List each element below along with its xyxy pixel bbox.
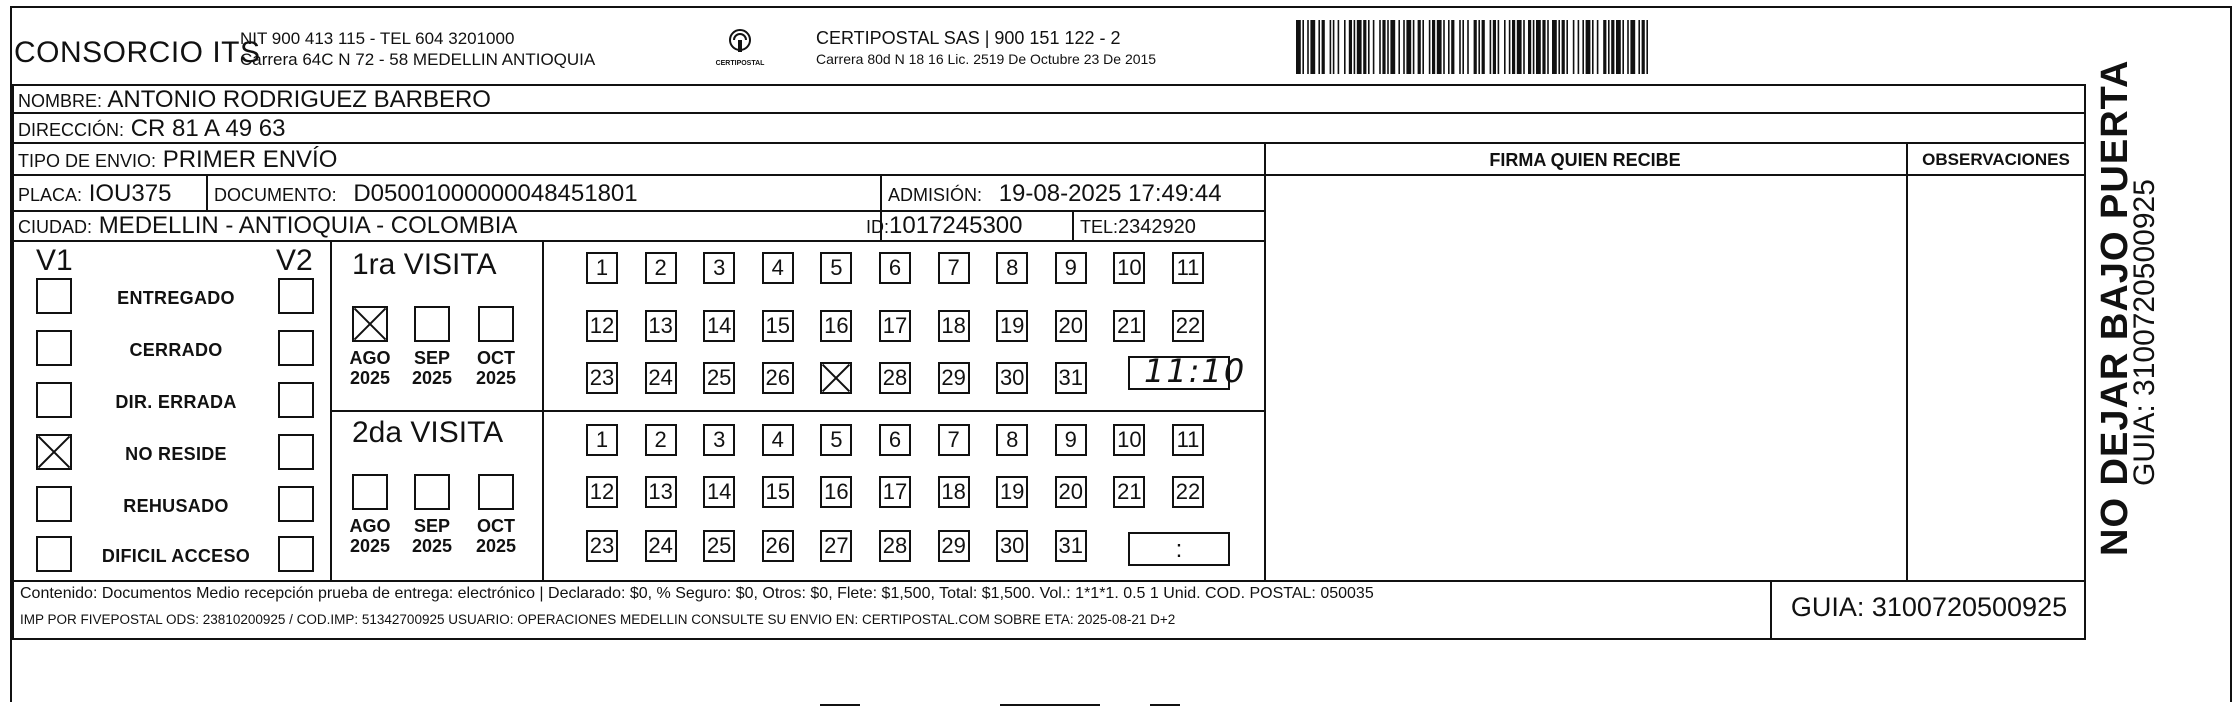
barcode-bar <box>1630 20 1635 74</box>
tel-label: TEL: <box>1080 217 1119 237</box>
day-box[interactable]: 21 <box>1113 310 1145 342</box>
barcode-bar <box>1493 20 1496 74</box>
day-box[interactable]: 26 <box>762 362 794 394</box>
day-box[interactable]: 22 <box>1172 476 1204 508</box>
day-box[interactable]: 6 <box>879 424 911 456</box>
day-box[interactable]: 16 <box>820 310 852 342</box>
day-box[interactable]: 5 <box>820 424 852 456</box>
tel-field <box>1080 212 1196 240</box>
barcode-bar <box>1586 20 1591 74</box>
ciudad-field <box>18 212 517 240</box>
month-year: 2025 <box>475 368 517 388</box>
barcode-bar <box>1608 20 1610 74</box>
day-box[interactable]: 29 <box>938 362 970 394</box>
barcode-bar <box>1467 20 1469 74</box>
table-right <box>2084 84 2086 640</box>
barcode-bar <box>1509 20 1511 74</box>
month-year: 2025 <box>349 368 391 388</box>
barcode-bar <box>1646 20 1648 74</box>
day-box[interactable]: 22 <box>1172 310 1204 342</box>
status-label: REHUSADO <box>123 496 229 516</box>
day-box[interactable]: 7 <box>938 424 970 456</box>
v2-checkbox[interactable] <box>278 434 314 470</box>
month-name: AGO <box>349 516 391 536</box>
admision-value: 19-08-2025 17:49:44 <box>998 180 1222 207</box>
day-box[interactable]: 6 <box>879 252 911 284</box>
barcode-bar <box>1597 20 1599 74</box>
carrier-nit: CERTIPOSTAL SAS | 900 151 122 - 2 <box>816 28 1121 48</box>
barcode-bar <box>1432 20 1435 74</box>
barcode-bar <box>1322 20 1325 74</box>
day-box[interactable]: 21 <box>1113 476 1145 508</box>
footer-line1: Contenido: Documentos Medio recepción prueba de entrega: electrónico | Declarado: $0, % Seguro: $0, Otros: $0, Flete: $1,500, Total: $1,500. Vol.: 1*1*1. 0.5 1 Unid. COD. POSTAL: 050035 <box>20 585 1374 602</box>
barcode-bar <box>1603 20 1606 74</box>
barcode-bar <box>1611 20 1614 74</box>
day-box[interactable]: 20 <box>1055 476 1087 508</box>
month-name: SEP <box>413 516 451 536</box>
status-label: ENTREGADO <box>117 288 235 308</box>
barcode-bar <box>1373 20 1375 74</box>
barcode-bar <box>1318 20 1320 74</box>
day-box[interactable]: 10 <box>1113 252 1145 284</box>
day-box[interactable]: 8 <box>996 424 1028 456</box>
day-box[interactable]: 9 <box>1055 424 1087 456</box>
day-box[interactable]: 4 <box>762 252 794 284</box>
day-box[interactable]: 30 <box>996 362 1028 394</box>
barcode-bar <box>1338 20 1340 74</box>
barcode-bar <box>1459 20 1461 74</box>
day-box[interactable]: 24 <box>645 362 677 394</box>
day-box[interactable]: 9 <box>1055 252 1087 284</box>
visita1-title: 1ra VISITA <box>352 248 497 281</box>
barcode-bar <box>1627 20 1629 74</box>
month-name: SEP <box>413 348 451 368</box>
month-label <box>406 516 458 556</box>
documento-field <box>214 180 638 208</box>
table-left <box>12 84 14 640</box>
outer-frame-right <box>2230 6 2232 702</box>
footer-line2: IMP POR FIVEPOSTAL ODS: 23810200925 / COD.IMP: 51342700925 USUARIO: OPERACIONES MEDELLIN CONSULTE SU ENVIO EN: CERTIPOSTAL.COM SOBRE ETA: 2025-08-21 D+2 <box>20 612 1176 627</box>
day-box[interactable]: 19 <box>996 476 1028 508</box>
barcode-bar <box>1302 20 1304 74</box>
company-nit: NIT 900 413 115 - TEL 604 3201000 <box>240 29 515 48</box>
month-year: 2025 <box>411 536 453 556</box>
status-label: DIR. ERRADA <box>115 392 237 412</box>
barcode-bar <box>1552 20 1557 74</box>
col-line-firma <box>1264 142 1266 580</box>
barcode-bar <box>1512 20 1515 74</box>
day-box[interactable]: 13 <box>645 310 677 342</box>
day-box[interactable]: 2 <box>645 424 677 456</box>
v1-checkbox[interactable] <box>36 330 72 366</box>
day-box[interactable]: 12 <box>586 310 618 342</box>
day-box[interactable]: 17 <box>879 476 911 508</box>
nombre-value: ANTONIO RODRIGUEZ BARBERO <box>107 86 491 113</box>
barcode-bar <box>1387 20 1389 74</box>
day-box[interactable]: 11 <box>1172 424 1204 456</box>
barcode-bar <box>1498 20 1500 74</box>
month-checkbox[interactable] <box>414 306 450 342</box>
v2-checkbox[interactable] <box>278 278 314 314</box>
row-line-2 <box>12 142 2086 144</box>
direccion-value: CR 81 A 49 63 <box>130 115 286 142</box>
day-box[interactable]: 20 <box>1055 310 1087 342</box>
barcode-bar <box>1437 20 1442 74</box>
v2-label: V2 <box>276 244 313 277</box>
day-box[interactable]: 24 <box>645 530 677 562</box>
carrier-address: Carrera 80d N 18 16 Lic. 2519 De Octubre 23 De 2015 <box>816 51 1157 67</box>
barcode-bar <box>1357 20 1362 74</box>
nombre-label: NOMBRE: <box>18 91 103 111</box>
direccion-label: DIRECCIÓN: <box>18 120 125 140</box>
v1-checkbox[interactable] <box>36 486 72 522</box>
v2-checkbox[interactable] <box>278 330 314 366</box>
placa-label: PLACA: <box>18 185 83 205</box>
tipo-label: TIPO DE ENVIO: <box>18 151 157 171</box>
day-box[interactable]: 15 <box>762 310 794 342</box>
day-box[interactable] <box>820 362 852 394</box>
carrier-info <box>816 28 1156 70</box>
day-box[interactable]: 5 <box>820 252 852 284</box>
barcode-bar <box>1310 20 1315 74</box>
barcode-bar <box>1533 20 1535 74</box>
barcode-bar <box>1592 20 1594 74</box>
barcode-bar <box>1330 20 1332 74</box>
barcode-bar <box>1429 20 1431 74</box>
v1-label: V1 <box>36 244 73 277</box>
documento-value: D05001000000048451801 <box>353 180 638 207</box>
firma-header: FIRMA QUIEN RECIBE <box>1489 150 1681 170</box>
day-box[interactable]: 28 <box>879 362 911 394</box>
tipo-row <box>18 146 337 174</box>
company-name: CONSORCIO ITS <box>14 36 261 69</box>
barcode-bar <box>1413 20 1415 74</box>
day-box[interactable]: 18 <box>938 476 970 508</box>
barcode-bar <box>1403 20 1405 74</box>
status-label: DIFICIL ACCESO <box>101 546 251 566</box>
month-checkbox[interactable] <box>478 306 514 342</box>
barcode-bar <box>1482 20 1485 74</box>
tel-value: 2342920 <box>1118 216 1196 238</box>
day-box[interactable]: 31 <box>1055 530 1087 562</box>
documento-label: DOCUMENTO: <box>214 185 337 205</box>
day-box[interactable]: 12 <box>586 476 618 508</box>
day-box[interactable]: 16 <box>820 476 852 508</box>
barcode-bar <box>1528 20 1531 74</box>
ciudad-label: CIUDAD: <box>18 217 93 237</box>
barcode-bar <box>1616 20 1621 74</box>
barcode-bar <box>1368 20 1370 74</box>
day-box[interactable]: 25 <box>703 530 735 562</box>
month-checkbox[interactable] <box>414 474 450 510</box>
v1-checkbox[interactable] <box>36 278 72 314</box>
day-box[interactable]: 17 <box>879 310 911 342</box>
barcode-bar <box>1562 20 1565 74</box>
visita1-time: 11:10 <box>1144 352 1247 390</box>
row-line-5 <box>12 240 1264 242</box>
visita2-title: 2da VISITA <box>352 416 504 449</box>
visita-divider <box>330 410 1264 412</box>
barcode-bar <box>1296 20 1301 74</box>
visita1-time-box[interactable] <box>1128 352 1247 390</box>
outer-frame-top <box>10 6 2232 8</box>
barcode-image <box>1296 20 1932 74</box>
v2-checkbox[interactable] <box>278 486 314 522</box>
col-placa <box>206 174 208 210</box>
company-info <box>240 28 595 70</box>
day-box[interactable]: 14 <box>703 476 735 508</box>
barcode-bar <box>1517 20 1522 74</box>
month-label <box>344 516 396 556</box>
month-year: 2025 <box>411 368 453 388</box>
id-label: ID: <box>866 217 890 237</box>
day-box[interactable]: 1 <box>586 424 618 456</box>
barcode-bar <box>1490 20 1492 74</box>
barcode-bar <box>1307 20 1309 74</box>
barcode-bar <box>1504 20 1506 74</box>
cut-mark-1 <box>820 704 860 706</box>
placa-field <box>18 180 171 208</box>
day-box[interactable]: 27 <box>820 530 852 562</box>
day-box[interactable]: 28 <box>879 530 911 562</box>
barcode-bar <box>1478 20 1480 74</box>
col-tel <box>1072 210 1074 240</box>
id-value: 1017245300 <box>889 212 1023 239</box>
day-box[interactable]: 11 <box>1172 252 1204 284</box>
logo-text: CERTIPOSTAL <box>715 60 765 67</box>
day-box[interactable]: 19 <box>996 310 1028 342</box>
v1-checkbox[interactable] <box>36 434 72 470</box>
day-box[interactable]: 14 <box>703 310 735 342</box>
day-box[interactable]: 25 <box>703 362 735 394</box>
barcode-bar <box>1344 20 1346 74</box>
day-box[interactable]: 15 <box>762 476 794 508</box>
day-box[interactable]: 30 <box>996 530 1028 562</box>
footer-guia-box <box>1770 580 2086 640</box>
day-box[interactable]: 31 <box>1055 362 1087 394</box>
barcode-bar <box>1398 20 1400 74</box>
barcode-bar <box>1578 20 1580 74</box>
barcode-bar <box>1638 20 1640 74</box>
barcode-bar <box>1363 20 1366 74</box>
nombre-row <box>18 86 491 114</box>
month-name: OCT <box>477 348 515 368</box>
day-box[interactable]: 8 <box>996 252 1028 284</box>
day-box[interactable]: 7 <box>938 252 970 284</box>
direccion-row <box>18 115 285 143</box>
barcode-bar <box>1523 20 1525 74</box>
day-box[interactable]: 2 <box>645 252 677 284</box>
month-label <box>344 348 396 388</box>
day-box[interactable]: 10 <box>1113 424 1145 456</box>
ciudad-value: MEDELLIN - ANTIOQUIA - COLOMBIA <box>98 212 518 239</box>
v2-checkbox[interactable] <box>278 382 314 418</box>
day-box[interactable]: 3 <box>703 252 735 284</box>
barcode-bar <box>1642 20 1645 74</box>
barcode-bar <box>1443 20 1445 74</box>
v1-checkbox[interactable] <box>36 382 72 418</box>
day-box[interactable]: 29 <box>938 530 970 562</box>
month-label <box>406 348 458 388</box>
id-field <box>866 212 1023 240</box>
barcode-bar <box>1406 20 1411 74</box>
barcode-bar <box>1451 20 1454 74</box>
month-year: 2025 <box>475 536 517 556</box>
observaciones-header: OBSERVACIONES <box>1922 150 2070 169</box>
row-line-3 <box>12 174 1264 176</box>
footer-guia: GUIA: 3100720500925 <box>1790 592 2068 622</box>
barcode-bar <box>1582 20 1584 74</box>
day-box[interactable]: 4 <box>762 424 794 456</box>
placa-value: IOU375 <box>88 180 172 207</box>
barcode-bar <box>1462 20 1464 74</box>
barcode-bar <box>1536 20 1541 74</box>
visita2-time-box[interactable] <box>1128 532 1230 566</box>
month-year: 2025 <box>349 536 391 556</box>
barcode-bar <box>1333 20 1335 74</box>
barcode-bar <box>1474 20 1477 74</box>
status-label: CERRADO <box>129 340 223 360</box>
barcode-bar <box>1622 20 1624 74</box>
barcode-bar <box>1379 20 1381 74</box>
month-name: AGO <box>349 348 391 368</box>
month-label <box>470 348 522 388</box>
day-box[interactable]: 26 <box>762 530 794 562</box>
barcode-bar <box>1349 20 1352 74</box>
barcode-bar <box>1354 20 1356 74</box>
tipo-value: PRIMER ENVÍO <box>162 146 338 173</box>
month-label <box>470 516 522 556</box>
day-box[interactable]: 23 <box>586 530 618 562</box>
barcode-bar <box>1382 20 1385 74</box>
barcode-bar <box>1573 20 1575 74</box>
month-checkbox[interactable] <box>352 306 388 342</box>
month-checkbox[interactable] <box>352 474 388 510</box>
cut-mark-2 <box>1000 704 1100 706</box>
barcode-bar <box>1422 20 1424 74</box>
visita2-time: : <box>1175 536 1183 563</box>
side-guia: GUIA: 3100720500925 <box>2128 179 2161 486</box>
day-box[interactable]: 13 <box>645 476 677 508</box>
admision-label: ADMISIÓN: <box>888 185 983 205</box>
side-warning: NO DEJAR BAJO PUERTA <box>2094 59 2136 556</box>
barcode-bar <box>1390 20 1395 74</box>
barcode-bar <box>1547 20 1549 74</box>
company-address: Carrera 64C N 72 - 58 MEDELLIN ANTIOQUIA <box>240 50 596 69</box>
row-line-sig <box>1264 174 2084 176</box>
day-box[interactable]: 23 <box>586 362 618 394</box>
month-name: OCT <box>477 516 515 536</box>
v2-checkbox[interactable] <box>278 536 314 572</box>
barcode-bar <box>1542 20 1545 74</box>
status-label: NO RESIDE <box>125 444 227 464</box>
day-box[interactable]: 1 <box>586 252 618 284</box>
day-box[interactable]: 3 <box>703 424 735 456</box>
barcode-bar <box>1566 20 1568 74</box>
barcode-bar <box>1448 20 1450 74</box>
month-checkbox[interactable] <box>478 474 514 510</box>
carrier-logo <box>710 26 770 72</box>
v1-checkbox[interactable] <box>36 536 72 572</box>
col-line-obs <box>1906 142 1908 580</box>
day-box[interactable]: 18 <box>938 310 970 342</box>
barcode-bar <box>1558 20 1560 74</box>
barcode <box>1296 20 1932 74</box>
barcode-bar <box>1418 20 1421 74</box>
cut-mark-3 <box>1150 704 1180 706</box>
admision-field <box>888 180 1222 208</box>
